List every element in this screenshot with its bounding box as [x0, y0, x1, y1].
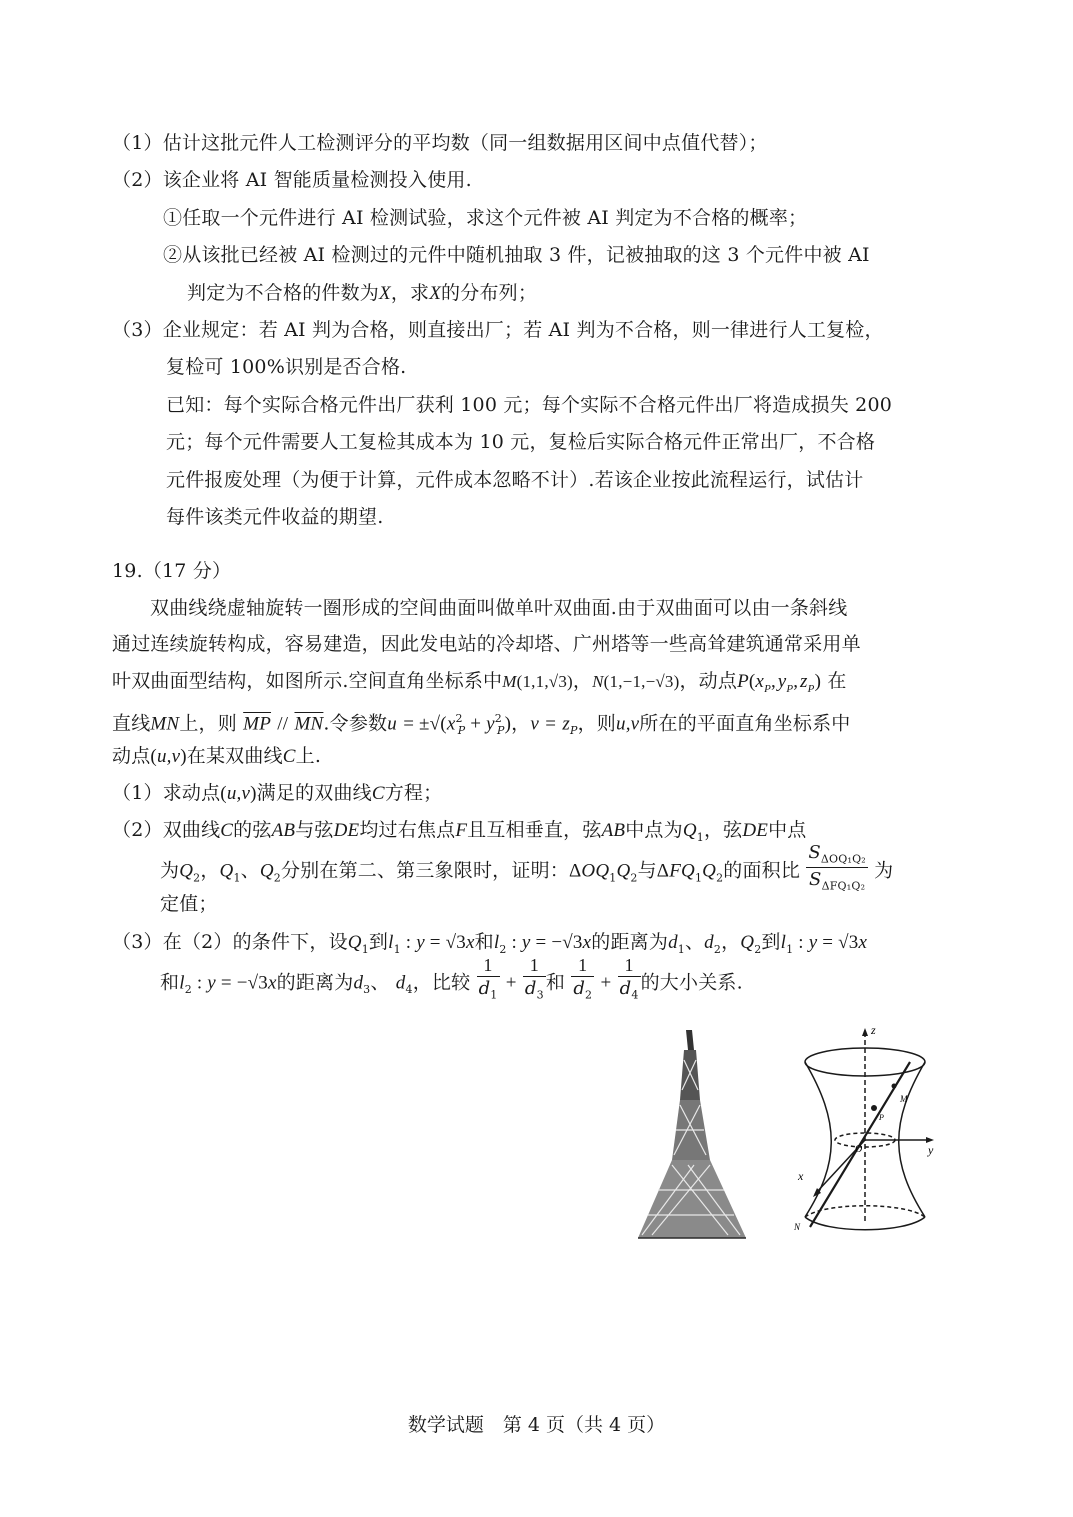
axis-z-label: z — [871, 1023, 876, 1037]
part-1: （1）估计这批元件人工检测评分的平均数（同一组数据用区间中点值代替）； — [112, 132, 768, 154]
hyperboloid-diagram — [780, 1022, 950, 1242]
part-2: （2）该企业将 AI 智能质量检测投入使用. — [112, 169, 472, 191]
axis-y-label: y — [928, 1143, 934, 1157]
part-3f: 每件该类元件收益的期望. — [166, 506, 384, 528]
part-3e: 元件报废处理（为便于计算，元件成本忽略不计）.若该企业按此流程运行，试估计 — [166, 469, 864, 491]
part-3b: 复检可 100%识别是否合格. — [166, 356, 407, 378]
q19-sub-1: （1）求动点(u,v)满足的双曲线C方程； — [112, 782, 443, 804]
part-2-item-1: ①任取一个元件进行 AI 检测试验，求这个元件被 AI 判定为不合格的概率； — [163, 207, 808, 229]
part-3d: 元；每个元件需要人工复检其成本为 10 元，复检后实际合格元件正常出厂，不合格 — [166, 431, 876, 453]
q19-line-5: 动点(u,v)在某双曲线C上. — [112, 745, 322, 767]
q19-sub-2-line-1: （2）双曲线C的弦AB与弦DE均过右焦点F且互相垂直，弦AB中点为$Q_1$，弦DE中点 — [112, 819, 807, 844]
q19-line-4: 直线MN上，则 $\overline{MP} // \overline{MN}$.令参数$u = \pm√(x^2_P + y^2_P)$，$v = z_P$，则u,v所在的平面直角坐标系中 — [112, 712, 851, 738]
part-3c: 已知：每个实际合格元件出厂获利 100 元；每个实际不合格元件出厂将造成损失 200 — [166, 394, 893, 416]
q19-line-1: 双曲线绕虚轴旋转一圈形成的空间曲面叫做单叶双曲面.由于双曲面可以由一条斜线 — [150, 597, 848, 619]
q19-sub-2-line-2: 为$Q_2$，$Q_1$、$Q_2$分别在第二、第三象限时，证明：$\Delta OQ_1Q_2$与$\Delta FQ_1Q_2$的面积比 $\frac{S_{\Delta OQ_1Q_2}}{S_{\Delta FQ_1Q_2}}$ 为 — [160, 842, 894, 893]
origin-label: O — [855, 1144, 863, 1155]
part-3a: （3）企业规定：若 AI 判为合格，则直接出厂；若 AI 判为不合格，则一律进行人工复检， — [112, 319, 884, 341]
q19-line-3: 叶双曲面型结构，如图所示.空间直角坐标系中M(1,1,√3)，N(1,−1,−√3)，动点$P(x_P$, $y_P$, $z_P$) 在 — [112, 670, 847, 695]
part-2-item-2b: 判定为不合格的件数为X，求X的分布列； — [187, 282, 538, 304]
canton-tower-photo — [628, 1030, 758, 1240]
part-2-item-2a: ②从该批已经被 AI 检测过的元件中随机抽取 3 件，记被抽取的这 3 个元件中被 AI — [163, 244, 870, 266]
page-footer: 数学试题 第 4 页（共 4 页） — [407, 1414, 666, 1436]
q19-sub-2-line-3: 定值； — [160, 893, 218, 915]
point-p-label: P — [879, 1113, 884, 1122]
question-19-heading: 19.（17 分） — [112, 560, 232, 582]
q19-sub-3-line-2: 和$l_2$ : y = −√3x的距离为$d_3$、 $d_4$，比较 $\frac{1}{d_1}$ + $\frac{1}{d_3}$ 和 $\frac{1}{d_2}$ + $\frac{1}{d_4}$ 的大小关系. — [160, 955, 743, 1002]
point-m-label: M — [900, 1094, 908, 1104]
point-n-label: N — [794, 1222, 801, 1232]
q19-sub-3-line-1: （3）在（2）的条件下，设$Q_1$到$l_1$ : y = √3x和$l_2$ : y = −√3x的距离为$d_1$、$d_2$，$Q_2$到$l_1$ : y = √3x — [112, 931, 868, 956]
q19-line-2: 通过连续旋转构成，容易建造，因此发电站的冷却塔、广州塔等一些高耸建筑通常采用单 — [112, 633, 861, 655]
axis-x-label: x — [798, 1169, 804, 1183]
